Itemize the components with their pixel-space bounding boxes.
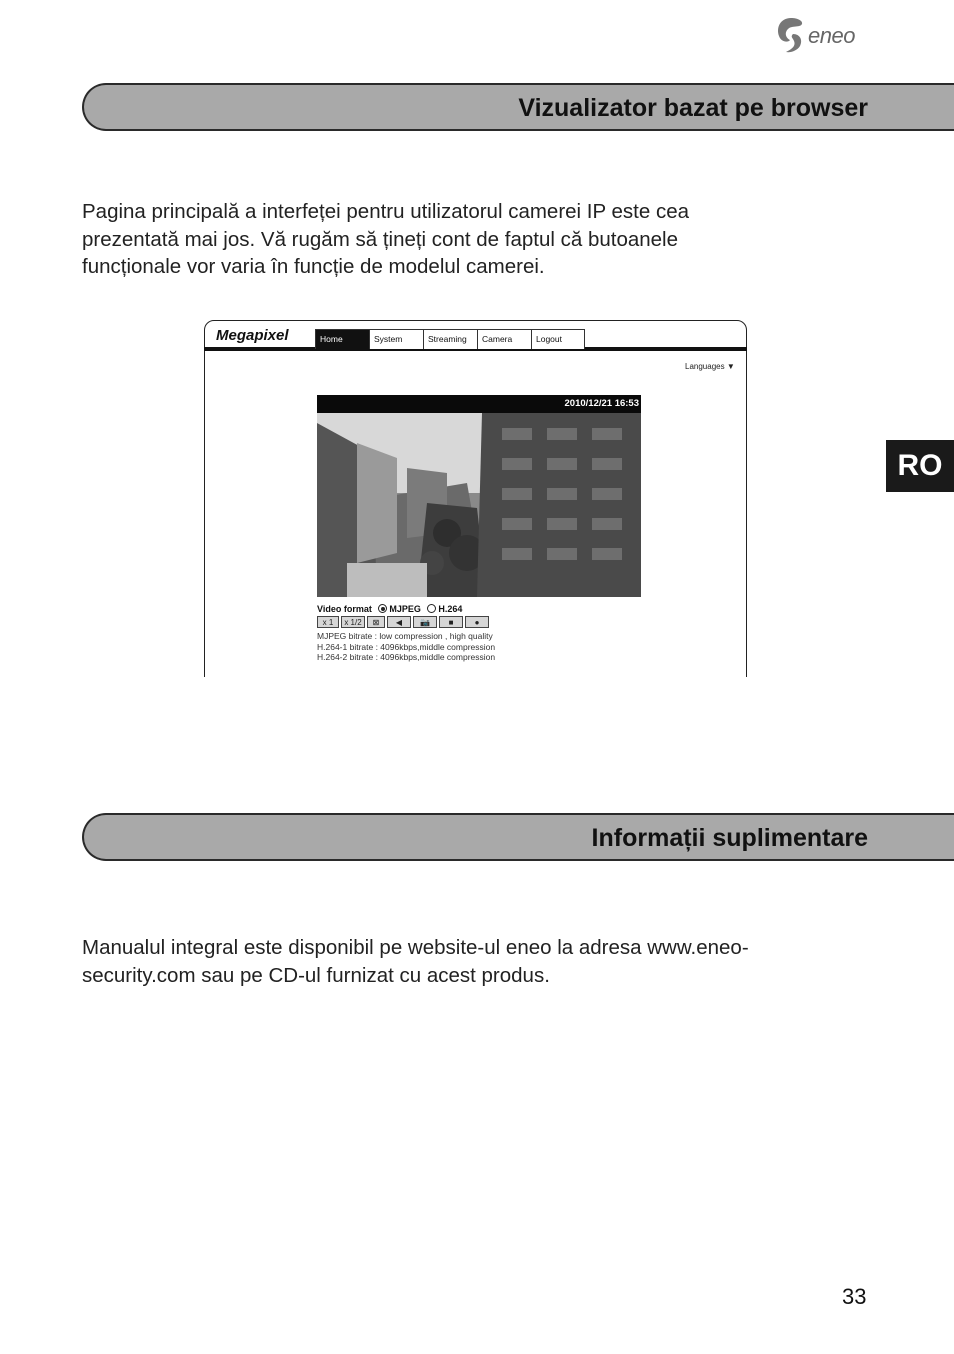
section-title: Informații suplimentare — [591, 824, 868, 852]
text-line: funcționale vor varia în funcție de modelul camerei. — [82, 255, 545, 278]
record-button[interactable]: ● — [465, 616, 489, 628]
audio-button[interactable]: ◀ — [387, 616, 411, 628]
section-header-browser-viewer — [82, 83, 954, 131]
info-line: MJPEG bitrate : low compression , high quality — [317, 631, 493, 641]
tab-streaming[interactable]: Streaming — [423, 330, 477, 349]
intro-paragraph — [82, 198, 862, 281]
eneo-logo-icon — [776, 16, 806, 56]
mjpeg-radio[interactable] — [378, 604, 387, 613]
more-info-paragraph — [82, 934, 862, 989]
live-video-image — [317, 413, 641, 597]
timestamp: 2010/12/21 16:53 — [564, 398, 639, 409]
h264-radio[interactable] — [427, 604, 436, 613]
logo-text: eneo — [808, 23, 855, 48]
zoom-half-button[interactable]: x 1/2 — [341, 616, 365, 628]
eneo-logo — [776, 16, 886, 58]
video-format-label: Video format — [317, 604, 372, 614]
text-line: Pagina principală a interfeței pentru utilizatorul camerei IP este cea — [82, 200, 689, 223]
camera-ui-screenshot — [204, 320, 747, 677]
info-line: H.264-1 bitrate : 4096kbps,middle compression — [317, 641, 496, 652]
page-number: 33 — [842, 1284, 867, 1309]
languages-dropdown[interactable]: Languages ▼ — [685, 362, 735, 371]
video-controls — [317, 616, 489, 628]
snapshot-button[interactable]: 📷 — [413, 616, 437, 628]
tab-home[interactable]: Home — [315, 330, 369, 349]
h264-label: H.264 — [438, 604, 463, 614]
tab-camera[interactable]: Camera — [477, 330, 531, 349]
fullscreen-button[interactable]: ⊠ — [367, 616, 385, 628]
video-header-bar — [317, 395, 641, 413]
video-format-row — [317, 604, 462, 614]
tab-system[interactable]: System — [369, 330, 423, 349]
info-line: H.264-2 bitrate : 4096kbps,middle compression — [317, 652, 496, 662]
text-line: security.com sau pe CD-ul furnizat cu acest produs. — [82, 963, 550, 987]
section-title: Vizualizator bazat pe browser — [518, 94, 868, 122]
section-header-more-info — [82, 813, 954, 861]
zoom-x1-button[interactable]: x 1 — [317, 616, 339, 628]
text-line: prezentată mai jos. Vă rugăm să țineți cont de faptul că butoanele — [82, 227, 679, 251]
text-line: Manualul integral este disponibil pe website-ul eneo la adresa www.eneo- — [82, 936, 749, 959]
mjpeg-label: MJPEG — [389, 604, 421, 614]
screenshot-nav — [315, 329, 585, 349]
language-tab: RO — [886, 440, 954, 492]
bitrate-info — [317, 631, 495, 663]
stop-button[interactable]: ■ — [439, 616, 463, 628]
tab-logout[interactable]: Logout — [531, 330, 585, 349]
screenshot-brand: Megapixel — [216, 327, 289, 344]
